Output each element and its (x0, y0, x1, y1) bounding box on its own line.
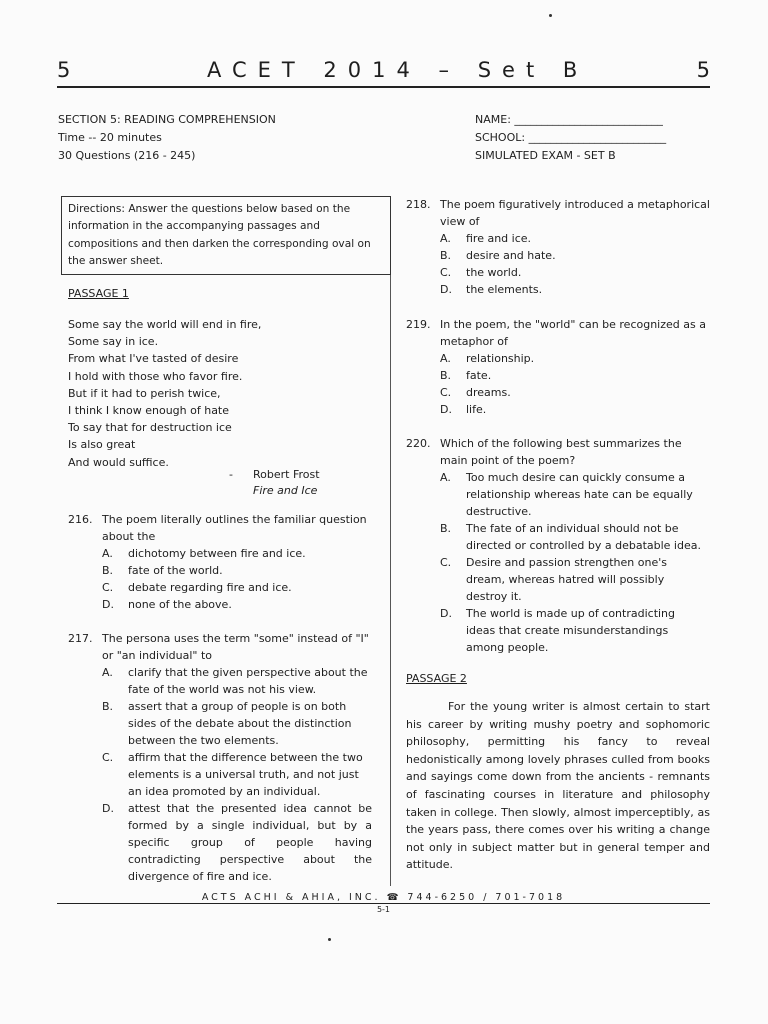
answer-option: B. desire and hate. (440, 249, 556, 262)
poem-line: Is also great (68, 438, 136, 452)
poem-line: I hold with those who favor fire. (68, 369, 243, 383)
question-stem: Which of the following best summarizes the main point of the poem? (440, 437, 682, 467)
answer-option: D. none of the above. (102, 598, 232, 611)
question-count: 30 Questions (216 - 245) (58, 149, 196, 162)
poem-title: Fire and Ice (253, 484, 318, 497)
poem-line: Some say in ice. (68, 335, 159, 349)
footer-contact: ACTS ACHI & AHIA, INC. ☎ 744-6250 / 701-7018 (201, 892, 566, 903)
poem-line: And would suffice. (68, 455, 169, 469)
answer-option: A. fire and ice. (440, 232, 532, 245)
poem-line: To say that for destruction ice (68, 421, 232, 435)
exam-label: SIMULATED EXAM - SET B (475, 149, 616, 162)
scan-speck (328, 938, 331, 941)
answer-option: C. affirm that the difference between the two elements is a universal truth, and not just an idea promoted by an individual. (102, 751, 363, 798)
answer-option: B. assert that a group of people is on both sides of the debate about the distinction between the two elements. (102, 700, 352, 747)
question-number: 220. (406, 437, 431, 450)
poem-attribution (229, 467, 320, 499)
answer-option: D. attest that the presented idea cannot be formed by a single individual, but by a specific group of people having contradicting perspective about the divergence of fire and ice. (102, 802, 372, 883)
poem-author: Robert Frost (253, 468, 320, 481)
answer-option: B. fate of the world. (102, 564, 223, 577)
question-216 (68, 511, 380, 613)
section-number-left: 5 (57, 58, 71, 82)
time-limit: Time -- 20 minutes (58, 131, 162, 144)
section-number-right: 5 (696, 58, 710, 82)
question-number: 216. (68, 513, 93, 526)
answer-option: A. dichotomy between fire and ice. (102, 547, 306, 560)
poem-line: Some say the world will end in fire, (68, 318, 262, 331)
answer-option: C. the world. (440, 266, 522, 279)
question-stem: The persona uses the term "some" instead of "I" or "an individual" to (102, 632, 369, 662)
answer-option: A. relationship. (440, 352, 535, 365)
attribution-dash: - (229, 468, 233, 481)
passage-2-text: For the young writer is almost certain to start his career by writing mushy poetry and sophomoric philosophy, permitting his fancy to reveal hedonistically among lovely phrases culled from books and sayings come down from the ancients - remnants of fascinating courses in literature and philosophy taken in college. Then slowly, almost imperceptibly, as the years pass, there comes over his writing a change not only in subject matter but in general temper and attitude. (406, 700, 710, 872)
passage-1-label: PASSAGE 1 (68, 287, 129, 300)
answer-option: C. debate regarding fire and ice. (102, 581, 292, 594)
answer-option: C. dreams. (440, 386, 511, 399)
question-stem: The poem figuratively introduced a metaphorical view of (440, 198, 710, 228)
exam-title: ACET 2014 – Set B (207, 58, 589, 82)
poem-line: But if it had to perish twice, (68, 386, 221, 400)
scan-speck (549, 14, 552, 17)
page-number: 5-1 (376, 905, 391, 914)
question-217 (68, 630, 372, 885)
column-divider (390, 196, 391, 886)
question-219 (406, 316, 712, 418)
question-220 (406, 435, 706, 656)
question-number: 217. (68, 632, 93, 645)
question-number: 219. (406, 318, 431, 331)
directions-box: Directions: Answer the questions below based on the information in the accompanying passages and compositions and then darken the corresponding oval on the answer sheet. (61, 196, 391, 275)
answer-option: B. fate. (440, 369, 492, 382)
answer-option: D. the elements. (440, 283, 543, 296)
section-info (58, 111, 276, 165)
poem (68, 316, 261, 471)
answer-option: A. clarify that the given perspective about the fate of the world was not his view. (102, 666, 368, 696)
question-number: 218. (406, 198, 431, 211)
footer-rule (57, 903, 710, 904)
answer-option: B. The fate of an individual should not be directed or controlled by a debatable idea. (440, 522, 701, 552)
student-info (475, 111, 666, 165)
answer-option: D. life. (440, 403, 487, 416)
answer-option: C. Desire and passion strengthen one's dream, whereas hatred will possibly destroy it. (440, 556, 667, 603)
question-stem: In the poem, the "world" can be recognized as a metaphor of (440, 318, 706, 348)
answer-option: D. The world is made up of contradicting ideas that create misunderstandings among people. (440, 607, 676, 654)
header-rule (57, 86, 710, 88)
poem-line: From what I've tasted of desire (68, 352, 239, 366)
school-field: SCHOOL: _________________________ (475, 131, 667, 144)
passage-2-label: PASSAGE 2 (406, 672, 467, 685)
question-stem: The poem literally outlines the familiar question about the (102, 513, 367, 543)
name-field: NAME: ___________________________ (475, 113, 663, 126)
section-name: SECTION 5: READING COMPREHENSION (58, 113, 276, 126)
page-header (57, 58, 710, 88)
answer-option: A. Too much desire can quickly consume a relationship whereas hate can be equally destructive. (440, 471, 693, 518)
question-218 (406, 196, 710, 298)
poem-line: I think I know enough of hate (68, 404, 230, 418)
